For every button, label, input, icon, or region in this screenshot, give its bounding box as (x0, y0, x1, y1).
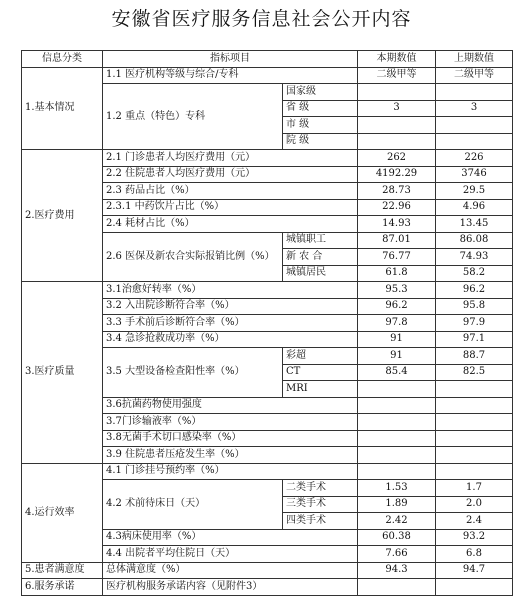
indicator-label: 总体满意度（%） (103, 562, 358, 579)
indicator-label: 3.5 大型设备检查阳性率（%） (103, 348, 283, 398)
current-value (358, 117, 436, 134)
current-value: 3 (358, 100, 436, 117)
sub-label: 新 农 合 (283, 249, 358, 266)
category-basic: 1.基本情况 (22, 67, 103, 150)
current-value: 96.2 (358, 298, 436, 315)
sub-label: 三类手术 (283, 496, 358, 513)
category-cost: 2.医疗费用 (22, 150, 103, 282)
current-value: 262 (358, 150, 436, 167)
current-value: 61.8 (358, 265, 436, 282)
previous-value: 97.1 (436, 331, 513, 348)
current-value: 7.66 (358, 546, 436, 563)
previous-value (436, 381, 513, 398)
current-value: 95.3 (358, 282, 436, 299)
indicator-label: 3.9 住院患者压疮发生率（%） (103, 447, 358, 464)
previous-value: 82.5 (436, 364, 513, 381)
current-value (358, 463, 436, 480)
current-value (358, 414, 436, 431)
sub-label: CT (283, 364, 358, 381)
previous-value: 4.96 (436, 199, 513, 216)
current-value: 2.42 (358, 513, 436, 530)
table-row (22, 282, 513, 299)
previous-value: 29.5 (436, 183, 513, 200)
previous-value: 86.08 (436, 232, 513, 249)
previous-value: 1.7 (436, 480, 513, 497)
previous-value: 3746 (436, 166, 513, 183)
previous-value (436, 84, 513, 101)
current-value: 二级甲等 (358, 67, 436, 84)
previous-value: 3 (436, 100, 513, 117)
previous-value: 2.0 (436, 496, 513, 513)
sub-label: MRI (283, 381, 358, 398)
previous-value (436, 463, 513, 480)
current-value: 1.89 (358, 496, 436, 513)
indicator-label: 3.6抗菌药物使用强度 (103, 397, 358, 414)
current-value: 60.38 (358, 529, 436, 546)
indicator-label: 2.2 住院患者人均医疗费用（元） (103, 166, 358, 183)
previous-value: 96.2 (436, 282, 513, 299)
sub-label: 彩超 (283, 348, 358, 365)
current-value: 97.8 (358, 315, 436, 332)
indicator-label: 3.4 急诊抢救成功率（%） (103, 331, 358, 348)
previous-value: 6.8 (436, 546, 513, 563)
sub-label: 院 级 (283, 133, 358, 150)
indicator-label: 2.3.1 中药饮片占比（%） (103, 199, 358, 216)
indicator-label: 3.1治愈好转率（%） (103, 282, 358, 299)
category-efficiency: 4.运行效率 (22, 463, 103, 562)
previous-value (436, 430, 513, 447)
current-value (358, 84, 436, 101)
sub-label: 城镇职工 (283, 232, 358, 249)
sub-label: 城镇居民 (283, 265, 358, 282)
indicator-label: 1.1 医疗机构等级与综合/专科 (103, 67, 358, 84)
current-value (358, 397, 436, 414)
indicator-label: 2.4 耗材占比（%） (103, 216, 358, 233)
previous-value (436, 414, 513, 431)
indicator-label: 1.2 重点（特色）专科 (103, 84, 283, 150)
current-value: 91 (358, 331, 436, 348)
current-value (358, 133, 436, 150)
indicator-label: 4.3病床使用率（%） (103, 529, 358, 546)
header-category: 信息分类 (22, 51, 103, 68)
current-value: 94.3 (358, 562, 436, 579)
category-quality: 3.医疗质量 (22, 282, 103, 464)
table-row (22, 562, 513, 579)
previous-value: 88.7 (436, 348, 513, 365)
current-value (358, 430, 436, 447)
previous-value: 93.2 (436, 529, 513, 546)
current-value: 4192.29 (358, 166, 436, 183)
table-row (22, 150, 513, 167)
header-indicator: 指标项目 (103, 51, 358, 68)
page-title: 安徽省医疗服务信息社会公开内容 (111, 8, 412, 30)
previous-value (436, 133, 513, 150)
previous-value: 74.93 (436, 249, 513, 266)
current-value: 22.96 (358, 199, 436, 216)
previous-value: 2.4 (436, 513, 513, 530)
header-row (22, 51, 513, 68)
indicator-label: 3.7门诊输液率（%） (103, 414, 358, 431)
current-value: 28.73 (358, 183, 436, 200)
current-value: 1.53 (358, 480, 436, 497)
disclosure-table (21, 50, 513, 596)
sub-label: 四类手术 (283, 513, 358, 530)
sub-label: 省 级 (283, 100, 358, 117)
table-row (22, 463, 513, 480)
indicator-label: 4.2 术前待床日（天） (103, 480, 283, 530)
previous-value (436, 397, 513, 414)
indicator-label: 医疗机构服务承诺内容（见附件3） (103, 579, 358, 596)
sub-label: 国家级 (283, 84, 358, 101)
previous-value: 95.8 (436, 298, 513, 315)
current-value: 14.93 (358, 216, 436, 233)
header-current: 本期数值 (358, 51, 436, 68)
current-value: 85.4 (358, 364, 436, 381)
current-value: 91 (358, 348, 436, 365)
previous-value: 13.45 (436, 216, 513, 233)
indicator-label: 3.8无菌手术切口感染率（%） (103, 430, 358, 447)
indicator-label: 2.1 门诊患者人均医疗费用（元） (103, 150, 358, 167)
current-value (358, 447, 436, 464)
current-value (358, 381, 436, 398)
previous-value (436, 447, 513, 464)
category-commitment: 6.服务承诺 (22, 579, 103, 596)
previous-value: 94.7 (436, 562, 513, 579)
category-satisfaction: 5.患者满意度 (22, 562, 103, 579)
indicator-label: 4.4 出院者平均住院日（天） (103, 546, 358, 563)
previous-value: 二级甲等 (436, 67, 513, 84)
previous-value: 97.9 (436, 315, 513, 332)
sub-label: 二类手术 (283, 480, 358, 497)
previous-value: 226 (436, 150, 513, 167)
sub-label: 市 级 (283, 117, 358, 134)
current-value: 87.01 (358, 232, 436, 249)
indicator-label: 3.3 手术前后诊断符合率（%） (103, 315, 358, 332)
indicator-label: 3.2 入出院诊断符合率（%） (103, 298, 358, 315)
previous-value: 58.2 (436, 265, 513, 282)
header-previous: 上期数值 (436, 51, 513, 68)
previous-value (436, 117, 513, 134)
indicator-label: 2.6 医保及新农合实际报销比例（%） (103, 232, 283, 282)
current-value: 76.77 (358, 249, 436, 266)
indicator-label: 2.3 药品占比（%） (103, 183, 358, 200)
indicator-label: 4.1 门诊挂号预约率（%） (103, 463, 358, 480)
table-row (22, 67, 513, 84)
